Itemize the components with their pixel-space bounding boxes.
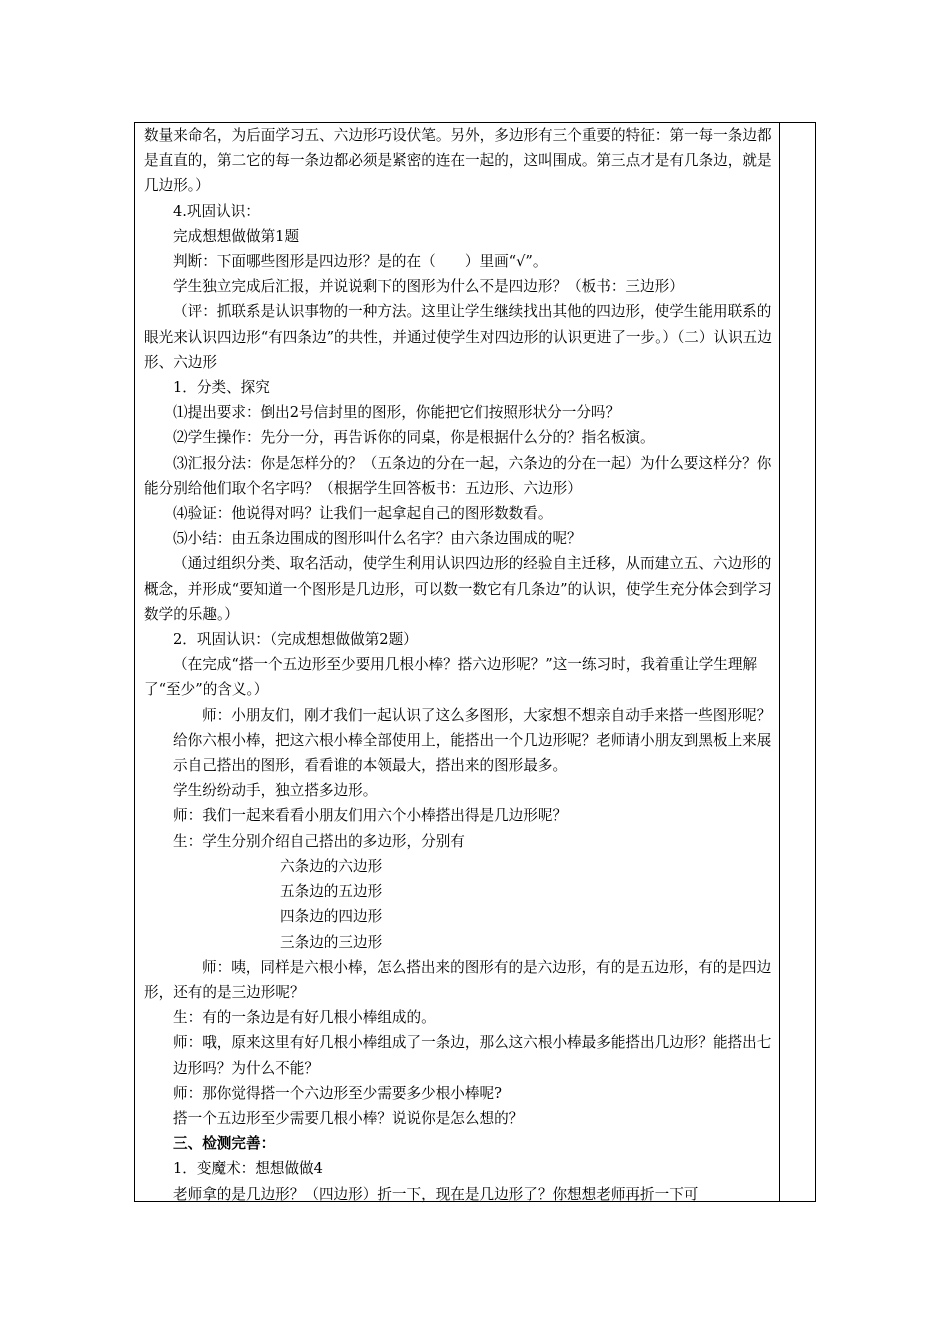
- paragraph-comment-3: （在完成“搭一个五边形至少要用几根小棒？搭六边形呢？”这一练习时，我着重让学生理解了“至少”的含义。）: [144, 656, 758, 699]
- paragraph-teacher-5: 师：那你觉得搭一个六边形至少需要多少根小棒呢?: [173, 1084, 502, 1102]
- paragraph-magic: 老师拿的是几边形？（四边形）折一下，现在是几边形了？你想想老师再折一下可: [173, 1185, 699, 1203]
- paragraph-students-build: 学生纷纷动手，独立搭多边形。: [173, 782, 378, 800]
- paragraph-report: 学生独立完成后汇报，并说说剩下的图形为什么不是四边形？（板书：三边形）: [173, 278, 684, 296]
- paragraph-teacher-3: 师：咦，同样是六根小棒，怎么搭出来的图形有的是六边形，有的是五边形，有的是四边形，还有的是三边形呢？: [144, 958, 772, 1001]
- heading-magic: 1．变魔术：想想做做4: [173, 1160, 323, 1178]
- paragraph-teacher-2: 师：我们一起来看看小朋友们用六个小棒搭出得是几边形呢？: [173, 807, 568, 825]
- column-divider: [779, 122, 780, 1202]
- paragraph-question: 搭一个五边形至少需要几根小棒？说说你是怎么想的？: [173, 1109, 524, 1127]
- paragraph-teacher-1: 师：小朋友们，刚才我们一起认识了这么多图形，大家想不想亲自动手来搭一些图形呢？给你六根小棒，把这六根小棒全部使用上，能搭出一个几边形呢？老师请小朋友到黑板上来展示自己搭出的图形，看看谁的本领最大，搭出来的图形最多。: [173, 706, 772, 775]
- paragraph-comment-2: （通过组织分类、取名活动，使学生利用认识四边形的经验自主迁移，从而建立五、六边形的概念，并形成“要知道一个图形是几边形，可以数一数它有几条边”的认识，使学生充分体会到学习数学的乐趣。）: [144, 555, 772, 623]
- heading-consolidate: 4.巩固认识：: [173, 202, 260, 220]
- step-5: ⑸小结：由五条边围成的图形叫什么名字？由六条边围成的呢？: [173, 530, 582, 548]
- step-1: ⑴提出要求：倒出2号信封里的图形，你能把它们按照形状分一分吗？: [173, 404, 621, 422]
- step-2: ⑵学生操作：先分一分，再告诉你的同桌，你是根据什么分的？指名板演。: [173, 429, 655, 447]
- list-item-triangle: 三条边的三边形: [280, 933, 383, 951]
- lesson-content: [144, 123, 774, 1207]
- paragraph-student-2: 生：有的一条边是有好几根小棒组成的。: [173, 1009, 436, 1027]
- paragraph-comment-1: （评：抓联系是认识事物的一种方法。这里让学生继续找出其他的四边形，使学生能用联系的眼光来认识四边形“有四条边”的共性，并通过使学生对四边形的认识更进了一步。）（二）认识五边形、六边形: [144, 303, 772, 371]
- heading-consolidate-2: 2．巩固认识：（完成想想做做第2题）: [173, 631, 418, 649]
- heading-section-3: 三、检测完善：: [173, 1135, 276, 1153]
- step-3: ⑶汇报分法：你是怎样分的？（五条边的分在一起，六条边的分在一起）为什么要这样分？你能分别给他们取个名字吗？（根据学生回答板书：五边形、六边形）: [144, 454, 772, 497]
- heading-classify: 1．分类、探究: [173, 379, 270, 397]
- list-item-hexagon: 六条边的六边形: [280, 857, 383, 875]
- list-item-quadrilateral: 四条边的四边形: [280, 908, 383, 926]
- paragraph-student-1: 生：学生分别介绍自己搭出的多边形，分别有: [173, 832, 465, 850]
- paragraph-teacher-4: 师：哦，原来这里有好几根小棒组成了一条边，那么这六根小棒最多能搭出几边形？能搭出七边形吗？为什么不能？: [173, 1034, 772, 1077]
- paragraph-intro-continued: 数量来命名，为后面学习五、六边形巧设伏笔。另外，多边形有三个重要的特征：第一每一条边都是直直的，第二它的每一条边都必须是紧密的连在一起的，这叫围成。第三点才是有几条边，就是几边形。）: [144, 127, 772, 195]
- paragraph-judge: 判断：下面哪些图形是四边形？是的在（ ）里画“√”。: [173, 253, 548, 271]
- step-4: ⑷验证：他说得对吗？让我们一起拿起自己的图形数数看。: [173, 505, 553, 523]
- list-item-pentagon: 五条边的五边形: [280, 883, 383, 901]
- paragraph-exercise-1: 完成想想做做第1题: [173, 227, 300, 245]
